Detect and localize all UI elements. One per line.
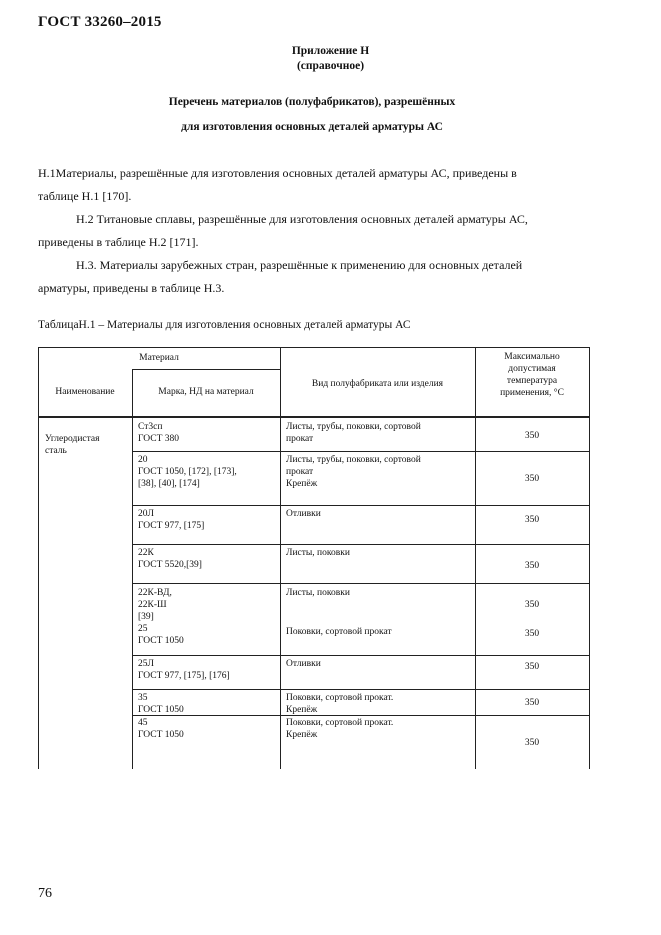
temp-cell: 350 — [524, 431, 540, 441]
table-left-border — [38, 347, 39, 769]
row-line — [132, 544, 590, 545]
grade-line: ГОСТ 1050, [172], [173], — [138, 467, 237, 477]
standard-code: ГОСТ 33260–2015 — [38, 14, 162, 30]
column-line — [132, 369, 133, 769]
header-material: Материал — [139, 353, 179, 363]
temp-cell: 350 — [524, 561, 540, 571]
grade-line: Ст3сп — [138, 422, 163, 432]
header-max-temp-line: температура — [506, 376, 558, 386]
grade-line: [39] — [138, 612, 154, 622]
table-header-border — [38, 416, 590, 418]
header-max-temp-line: применения, °С — [500, 388, 564, 398]
grade-line: ГОСТ 977, [175] — [138, 521, 205, 531]
column-line — [280, 347, 281, 769]
grade-line: 35 — [138, 693, 148, 703]
product-line: Крепёж — [286, 730, 318, 740]
header-max-temp-line: Максимально — [504, 352, 560, 362]
product-line: Листы, трубы, поковки, сортовой — [286, 422, 421, 432]
grade-line: ГОСТ 380 — [138, 434, 179, 444]
product-cell — [286, 658, 321, 670]
product-line: Поковки, сортовой прокат. — [286, 693, 394, 703]
row-line — [132, 451, 590, 452]
temp-cell: 350 — [524, 738, 540, 748]
appendix-type: (справочное) — [296, 60, 365, 72]
row-line — [132, 505, 590, 506]
grade-line: ГОСТ 5520,[39] — [138, 560, 202, 570]
product-line: прокат — [286, 434, 314, 444]
temp-cell: 350 — [524, 515, 540, 525]
paragraph-3-line-2: арматуры, приведены в таблице Н.3. — [38, 281, 225, 295]
grade-line: 20 — [138, 455, 148, 465]
product-cell — [286, 626, 392, 638]
header-product-type: Вид полуфабриката или изделия — [311, 379, 444, 389]
header-max-temp-line: допустимая — [508, 364, 556, 374]
heading-line-1: Перечень материалов (полуфабрикатов), разрешённых — [168, 96, 456, 108]
product-line: прокат — [286, 467, 314, 477]
paragraph-2-line-1: Н.2 Титановые сплавы, разрешённые для изготовления основных деталей арматуры АС, — [76, 212, 528, 226]
header-max-temp — [475, 351, 589, 399]
table-right-border — [589, 347, 590, 769]
row-line — [132, 655, 590, 656]
product-cell — [286, 587, 350, 599]
grade-cell — [138, 717, 184, 741]
product-cell — [286, 421, 421, 445]
heading-line-2: для изготовления основных деталей арматуры АС — [181, 121, 443, 133]
temp-cell: 350 — [524, 629, 540, 639]
grade-cell — [138, 547, 202, 571]
material-subheader-line — [132, 369, 280, 370]
grade-line: 45 — [138, 718, 148, 728]
grade-line: [38], [40], [174] — [138, 479, 200, 489]
product-line: Отливки — [286, 509, 321, 519]
table-top-border — [38, 347, 590, 348]
product-cell — [286, 508, 321, 520]
product-line: Листы, трубы, поковки, сортовой — [286, 455, 421, 465]
product-line: Отливки — [286, 659, 321, 669]
page-number: 76 — [38, 886, 52, 901]
product-cell — [286, 692, 393, 716]
paragraph-1-line-2: таблице Н.1 [170]. — [38, 189, 132, 203]
paragraph-2-line-2: приведены в таблице Н.2 [171]. — [38, 235, 199, 249]
paragraph-3-line-1: Н.3. Материалы зарубежных стран, разрешённые к применению для основных деталей — [76, 258, 523, 272]
grade-line: 25Л — [138, 659, 154, 669]
product-line: Крепёж — [286, 705, 318, 715]
grade-line: 22К — [138, 548, 154, 558]
temp-cell: 350 — [524, 662, 540, 672]
appendix-title: Приложение Н — [291, 45, 370, 57]
material-name-line: Углеродистая — [45, 434, 100, 444]
product-cell — [286, 547, 350, 559]
temp-cell: 350 — [524, 474, 540, 484]
product-line: Крепёж — [286, 479, 318, 489]
product-line: Листы, поковки — [286, 548, 350, 558]
grade-cell — [138, 421, 179, 445]
row-line — [132, 583, 590, 584]
temp-cell: 350 — [524, 600, 540, 610]
grade-cell — [138, 454, 237, 490]
row-line — [132, 689, 590, 690]
grade-cell — [138, 508, 204, 532]
product-line: Поковки, сортовой прокат — [286, 627, 392, 637]
product-line: Листы, поковки — [286, 588, 350, 598]
grade-cell — [138, 692, 184, 716]
grade-line: ГОСТ 977, [175], [176] — [138, 671, 230, 681]
product-cell — [286, 454, 421, 490]
product-cell — [286, 717, 393, 741]
paragraph-1-line-1: Н.1Материалы, разрешённые для изготовления основных деталей арматуры АС, приведены в — [38, 166, 517, 180]
grade-cell — [138, 587, 184, 647]
grade-line: ГОСТ 1050 — [138, 730, 184, 740]
grade-line: ГОСТ 1050 — [138, 636, 184, 646]
temp-cell: 350 — [524, 698, 540, 708]
material-name — [45, 433, 99, 457]
table-caption: ТаблицаН.1 – Материалы для изготовления основных деталей арматуры АС — [38, 319, 411, 331]
header-name: Наименование — [55, 387, 115, 397]
grade-line: ГОСТ 1050 — [138, 705, 184, 715]
material-name-line: сталь — [45, 446, 67, 456]
grade-line: 22К-Ш — [138, 600, 167, 610]
grade-line: 20Л — [138, 509, 154, 519]
grade-line: 25 — [138, 624, 148, 634]
product-line: Поковки, сортовой прокат. — [286, 718, 394, 728]
grade-cell — [138, 658, 230, 682]
header-grade: Марка, НД на материал — [158, 387, 254, 397]
grade-line: 22К-ВД, — [138, 588, 172, 598]
